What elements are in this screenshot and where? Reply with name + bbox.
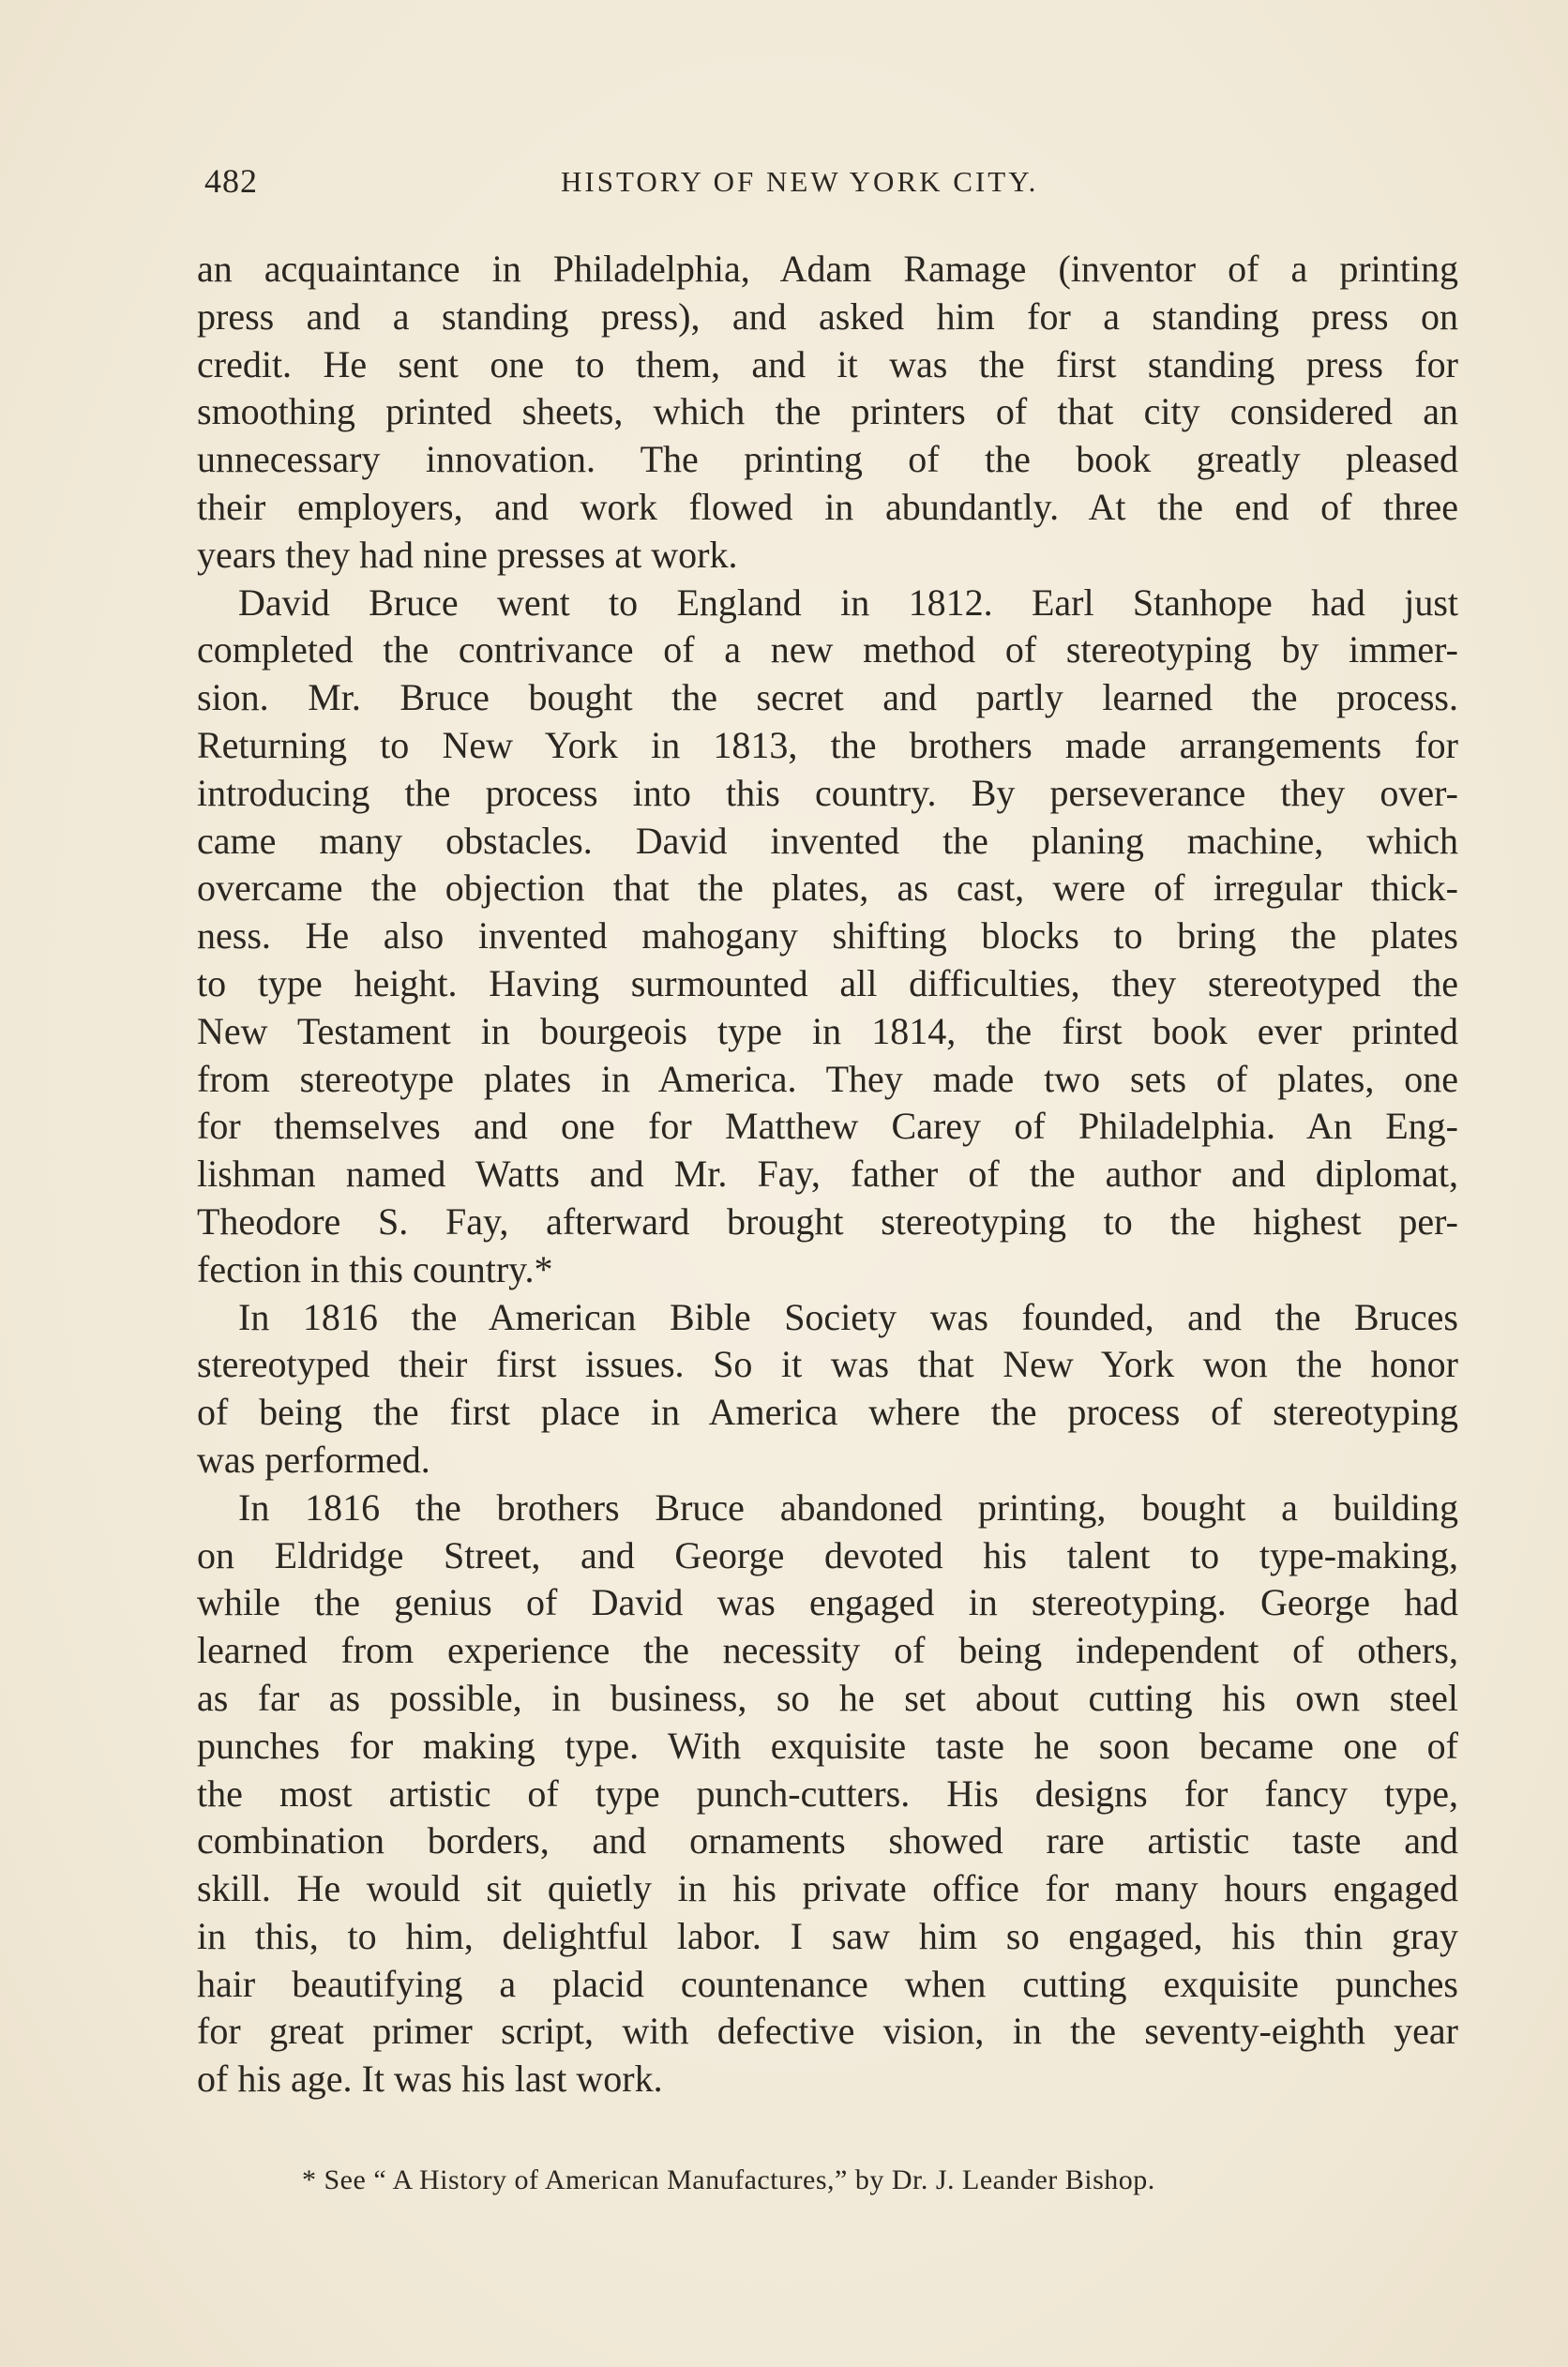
text-line: for themselves and one for Matthew Carey of Philadelphia. An Eng-	[197, 1105, 1458, 1148]
running-title: HISTORY OF NEW YORK CITY.	[561, 165, 1039, 198]
text-line: smoothing printed sheets, which the printers of that city considered an	[197, 390, 1458, 433]
text-line: learned from experience the necessity of being independent of others,	[197, 1629, 1458, 1672]
text-line: in this, to him, delightful labor. I saw him so engaged, his thin gray	[197, 1914, 1458, 1957]
text-line: completed the contrivance of a new method of stereotyping by immer-	[197, 628, 1458, 671]
text-line: New Testament in bourgeois type in 1814, the first book ever printed	[197, 1009, 1458, 1052]
text-line: from stereotype plates in America. They made two sets of plates, one	[197, 1057, 1458, 1100]
text-line: punches for making type. With exquisite taste he soon became one of	[197, 1724, 1458, 1767]
text-line: introducing the process into this country. By perseverance they over-	[197, 771, 1458, 814]
text-line: In 1816 the American Bible Society was founded, and the Bruces	[238, 1295, 1458, 1338]
text-line: hair beautifying a placid countenance when cutting exquisite punches	[197, 1962, 1458, 2005]
text-line: fection in this country.*	[197, 1247, 553, 1290]
text-line: as far as possible, in business, so he set about cutting his own steel	[197, 1676, 1458, 1719]
text-line: David Bruce went to England in 1812. Earl Stanhope had just	[238, 580, 1458, 624]
text-line: unnecessary innovation. The printing of the book greatly pleased	[197, 438, 1458, 481]
text-line: on Eldridge Street, and George devoted his talent to type-making,	[197, 1533, 1458, 1576]
text-line: came many obstacles. David invented the planing machine, which	[197, 819, 1458, 862]
text-line: ness. He also invented mahogany shifting blocks to bring the plates	[197, 914, 1458, 957]
text-line: was performed.	[197, 1438, 430, 1481]
page-header	[204, 161, 1461, 208]
text-line: lishman named Watts and Mr. Fay, father of the author and diplomat,	[197, 1153, 1458, 1196]
text-line: for great primer script, with defective vision, in the seventy-eighth year	[197, 2010, 1458, 2053]
text-line: to type height. Having surmounted all difficulties, they stereotyped the	[197, 961, 1458, 1004]
text-line: the most artistic of type punch-cutters. His designs for fancy type,	[197, 1771, 1458, 1815]
text-line: overcame the objection that the plates, as cast, were of irregular thick-	[197, 867, 1458, 910]
text-line: years they had nine presses at work.	[197, 533, 738, 576]
text-line: of his age. It was his last work.	[197, 2058, 663, 2101]
text-line: In 1816 the brothers Bruce abandoned printing, bought a building	[238, 1485, 1458, 1529]
text-line: skill. He would sit quietly in his private office for many hours engaged	[197, 1867, 1458, 1910]
page-number: 482	[204, 162, 258, 200]
text-line: Theodore S. Fay, afterward brought stereotyping to the highest per-	[197, 1199, 1458, 1243]
text-line: stereotyped their first issues. So it was that New York won the honor	[197, 1343, 1458, 1386]
text-line: credit. He sent one to them, and it was the first standing press for	[197, 342, 1458, 385]
text-line: their employers, and work flowed in abundantly. At the end of three	[197, 485, 1458, 528]
body-text	[197, 246, 1458, 2103]
text-line: press and a standing press), and asked him for a standing press on	[197, 294, 1458, 338]
footnote: * See “ A History of American Manufactures,” by Dr. J. Leander Bishop.	[302, 2164, 1155, 2195]
text-line: while the genius of David was engaged in stereotyping. George had	[197, 1581, 1458, 1624]
text-line: Returning to New York in 1813, the brothers made arrangements for	[197, 723, 1458, 766]
text-line: combination borders, and ornaments showed rare artistic taste and	[197, 1819, 1458, 1862]
text-line: an acquaintance in Philadelphia, Adam Ramage (inventor of a printing	[197, 248, 1458, 290]
text-line: sion. Mr. Bruce bought the secret and partly learned the process.	[197, 676, 1458, 719]
text-line: of being the first place in America where the process of stereotyping	[197, 1391, 1458, 1434]
